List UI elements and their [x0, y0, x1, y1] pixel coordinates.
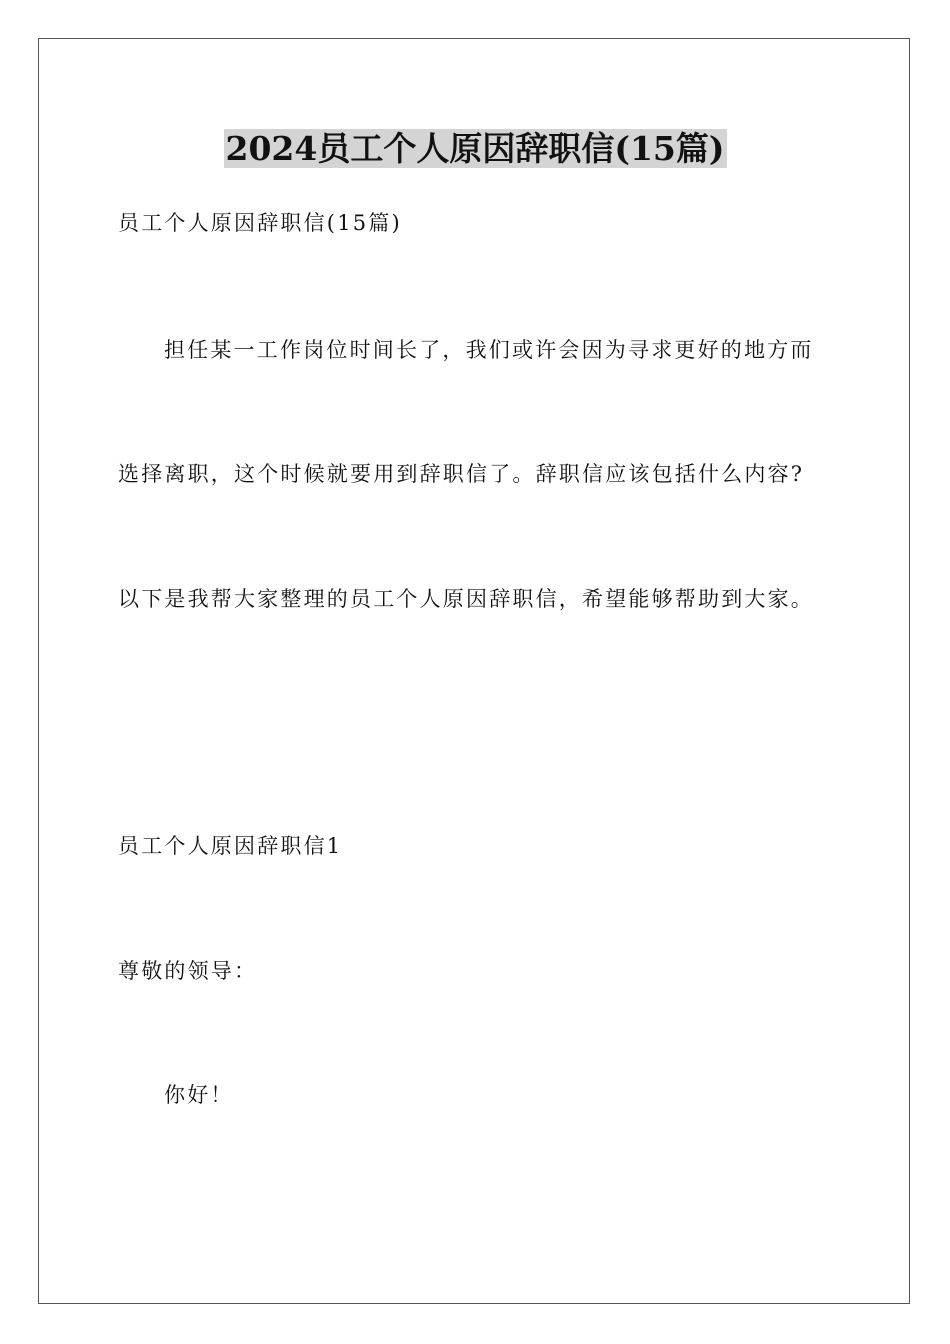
greeting: 你好！: [164, 1083, 234, 1107]
intro-line-2: 选择离职，这个时候就要用到辞职信了。辞职信应该包括什么内容?: [118, 462, 805, 486]
document-title: [0, 128, 950, 170]
document-subtitle: 员工个人原因辞职信(15篇): [118, 211, 402, 235]
intro-line-3: 以下是我帮大家整理的员工个人原因辞职信，希望能够帮助到大家。: [118, 587, 814, 611]
intro-line-1: 担任某一工作岗位时间长了，我们或许会因为寻求更好的地方而: [164, 338, 814, 362]
document-title-text: 2024员工个人原因辞职信(15篇): [225, 129, 725, 168]
salutation: 尊敬的领导：: [118, 959, 258, 983]
section-heading: 员工个人原因辞职信1: [118, 834, 343, 858]
